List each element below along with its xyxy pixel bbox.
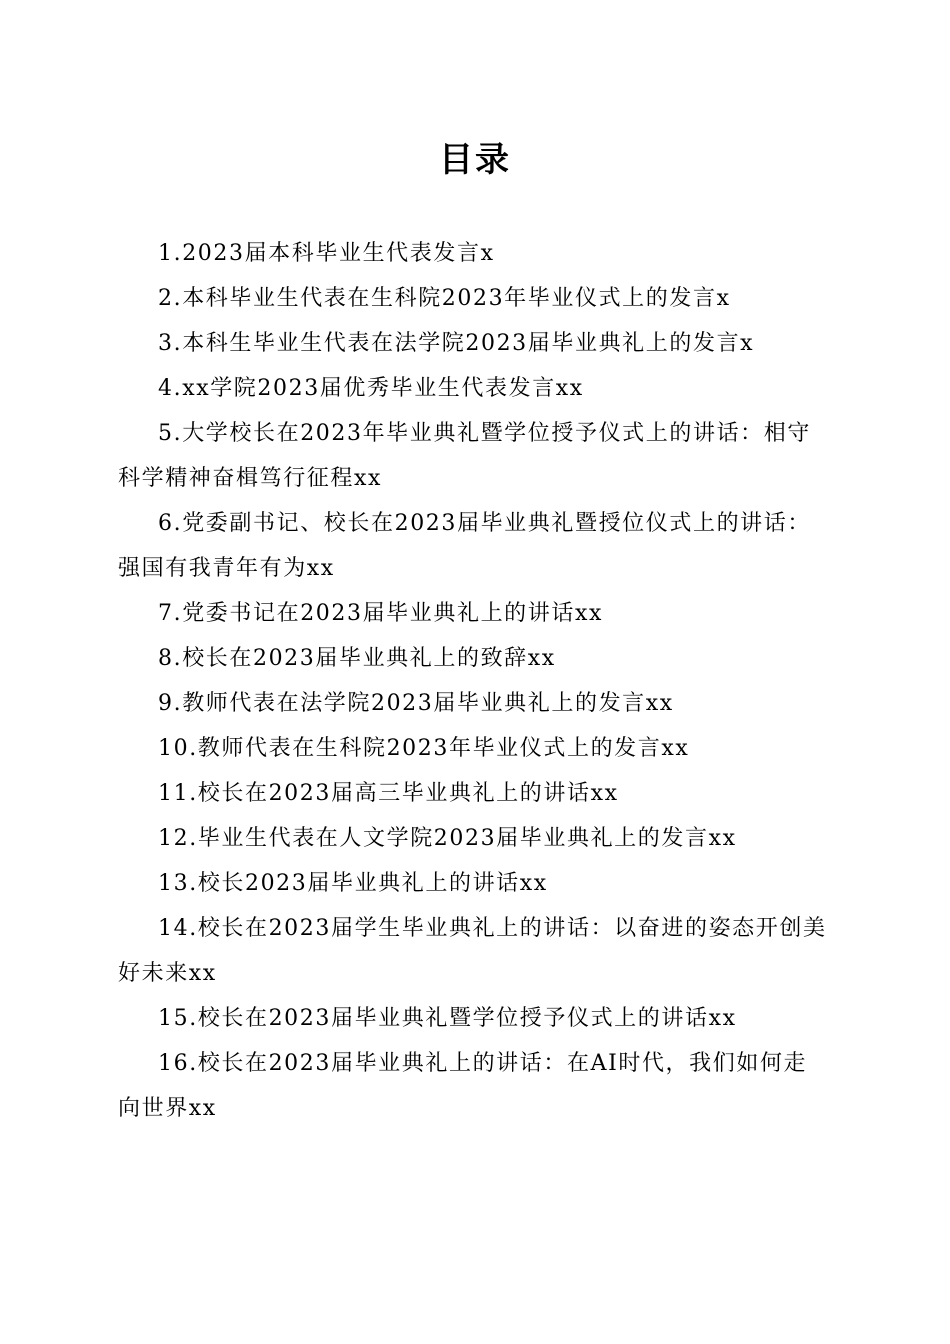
toc-entry-3[interactable]: 3.本科生毕业生代表在法学院2023届毕业典礼上的发言x [158,331,755,356]
toc-entry-16[interactable]: 16.校长在2023届毕业典礼上的讲话：在AI时代，我们如何走向世界xx [118,1051,808,1121]
toc-entry-6[interactable]: 6.党委副书记、校长在2023届毕业典礼暨授位仪式上的讲话：强国有我青年有为xx [118,511,811,581]
toc-entry-1[interactable]: 1.2023届本科毕业生代表发言x [158,241,495,266]
toc-entry-8[interactable]: 8.校长在2023届毕业典礼上的致辞xx [158,646,556,671]
toc-entry-4[interactable]: 4.xx学院2023届优秀毕业生代表发言xx [158,376,584,401]
toc-entry-14[interactable]: 14.校长在2023届学生毕业典礼上的讲话：以奋进的姿态开创美好未来xx [118,916,827,986]
toc-entry-15[interactable]: 15.校长在2023届毕业典礼暨学位授予仪式上的讲话xx [158,1006,737,1031]
toc-entry-9[interactable]: 9.教师代表在法学院2023届毕业典礼上的发言xx [158,691,674,716]
toc-entry-5[interactable]: 5.大学校长在2023年毕业典礼暨学位授予仪式上的讲话：相守科学精神奋楫笃行征程xx [118,421,811,491]
toc-entry-11[interactable]: 11.校长在2023届高三毕业典礼上的讲话xx [158,781,619,806]
toc-entry-13[interactable]: 13.校长2023届毕业典礼上的讲话xx [158,871,548,896]
toc-entry-2[interactable]: 2.本科毕业生代表在生科院2023年毕业仪式上的发言x [158,286,731,311]
toc-entry-10[interactable]: 10.教师代表在生科院2023年毕业仪式上的发言xx [158,736,690,761]
table-of-contents [118,231,830,1131]
toc-entry-12[interactable]: 12.毕业生代表在人文学院2023届毕业典礼上的发言xx [158,826,737,851]
page-title: 目录 [439,140,511,180]
toc-entry-7[interactable]: 7.党委书记在2023届毕业典礼上的讲话xx [158,601,603,626]
